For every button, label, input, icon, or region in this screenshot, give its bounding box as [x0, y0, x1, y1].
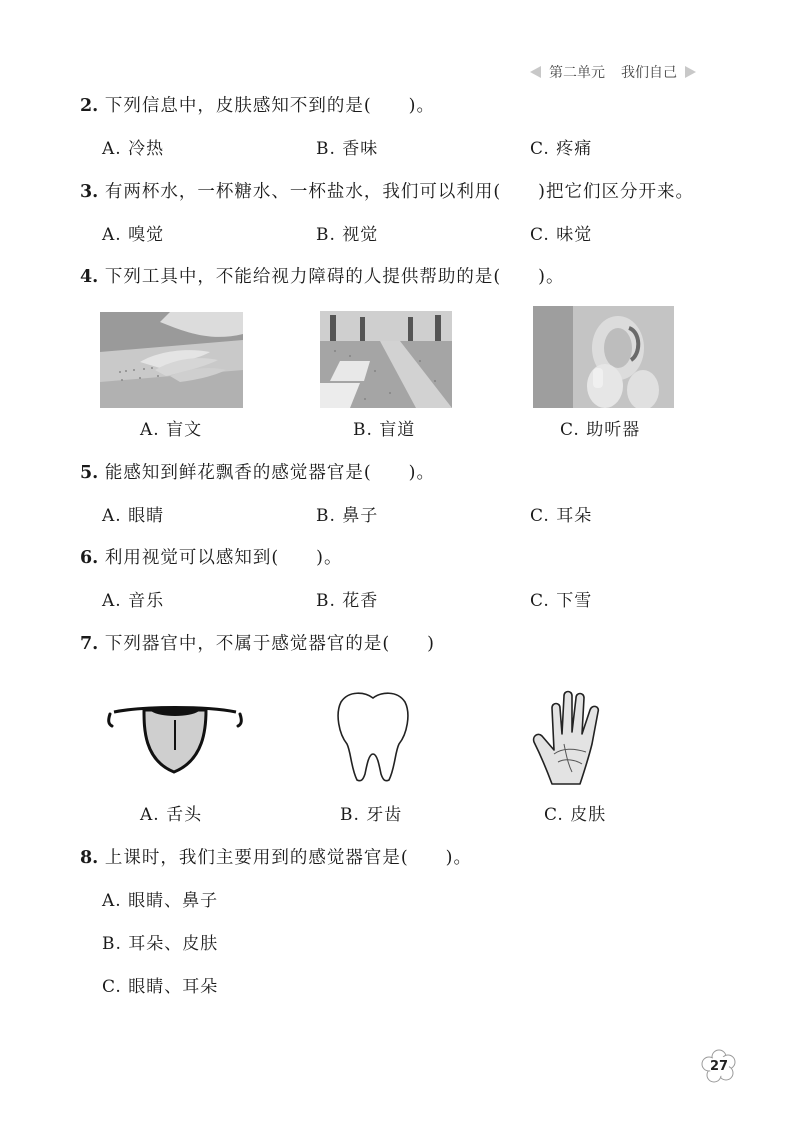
option-c[interactable]: C. 耳朵 — [530, 506, 593, 526]
question-number: 8. — [80, 848, 99, 868]
question-8 — [80, 844, 472, 869]
tooth-drawing — [333, 688, 413, 784]
option-a[interactable]: A. 嗅觉 — [102, 225, 165, 245]
question-3 — [80, 178, 694, 203]
option-b[interactable]: B. 花香 — [316, 591, 379, 611]
question-2 — [80, 92, 435, 117]
option-c[interactable]: C. 眼睛、耳朵 — [102, 977, 219, 997]
question-number: 4. — [80, 267, 99, 287]
option-c[interactable]: C. 下雪 — [530, 591, 593, 611]
question-number: 7. — [80, 634, 99, 654]
option-a[interactable]: A. 盲文 — [140, 420, 203, 440]
question-text: 下列工具中，不能给视力障碍的人提供帮助的是( )。 — [104, 267, 565, 287]
option-c[interactable]: C. 味觉 — [530, 225, 593, 245]
question-4 — [80, 263, 565, 288]
question-7 — [80, 630, 435, 655]
option-a[interactable]: A. 眼睛、鼻子 — [102, 891, 219, 911]
question-number: 2. — [80, 96, 99, 116]
triangle-right-icon — [685, 66, 696, 78]
question-number: 6. — [80, 548, 99, 568]
question-text: 能感知到鲜花飘香的感觉器官是( )。 — [104, 463, 436, 483]
question-text: 有两杯水，一杯糖水、一杯盐水，我们可以利用( )把它们区分开来。 — [104, 182, 695, 202]
option-b[interactable]: B. 牙齿 — [340, 805, 403, 825]
page-number: 27 — [709, 1058, 729, 1074]
tactile-paving-photo — [320, 311, 452, 408]
option-b[interactable]: B. 盲道 — [353, 420, 416, 440]
option-c[interactable]: C. 皮肤 — [544, 805, 607, 825]
option-a[interactable]: A. 冷热 — [102, 139, 165, 159]
unit-label: 第二单元 — [549, 65, 605, 81]
question-5 — [80, 459, 435, 484]
question-text: 下列信息中，皮肤感知不到的是( )。 — [104, 96, 436, 116]
option-b[interactable]: B. 视觉 — [316, 225, 379, 245]
option-c[interactable]: C. 助听器 — [560, 420, 641, 440]
hand-drawing — [532, 688, 626, 788]
question-number: 3. — [80, 182, 99, 202]
hearing-aid-photo — [533, 306, 674, 408]
option-b[interactable]: B. 香味 — [316, 139, 379, 159]
tongue-drawing — [104, 698, 246, 778]
option-a[interactable]: A. 舌头 — [140, 805, 203, 825]
option-a[interactable]: A. 音乐 — [102, 591, 165, 611]
question-number: 5. — [80, 463, 99, 483]
question-text: 利用视觉可以感知到( )。 — [104, 548, 343, 568]
page-header — [530, 62, 730, 82]
option-b[interactable]: B. 耳朵、皮肤 — [102, 934, 219, 954]
question-6 — [80, 544, 343, 569]
triangle-left-icon — [530, 66, 541, 78]
option-c[interactable]: C. 疼痛 — [530, 139, 593, 159]
braille-photo — [100, 312, 243, 408]
question-text: 下列器官中，不属于感觉器官的是( ) — [104, 634, 436, 654]
option-a[interactable]: A. 眼睛 — [102, 506, 165, 526]
unit-title: 我们自己 — [621, 65, 677, 81]
question-text: 上课时，我们主要用到的感觉器官是( )。 — [104, 848, 473, 868]
option-b[interactable]: B. 鼻子 — [316, 506, 379, 526]
